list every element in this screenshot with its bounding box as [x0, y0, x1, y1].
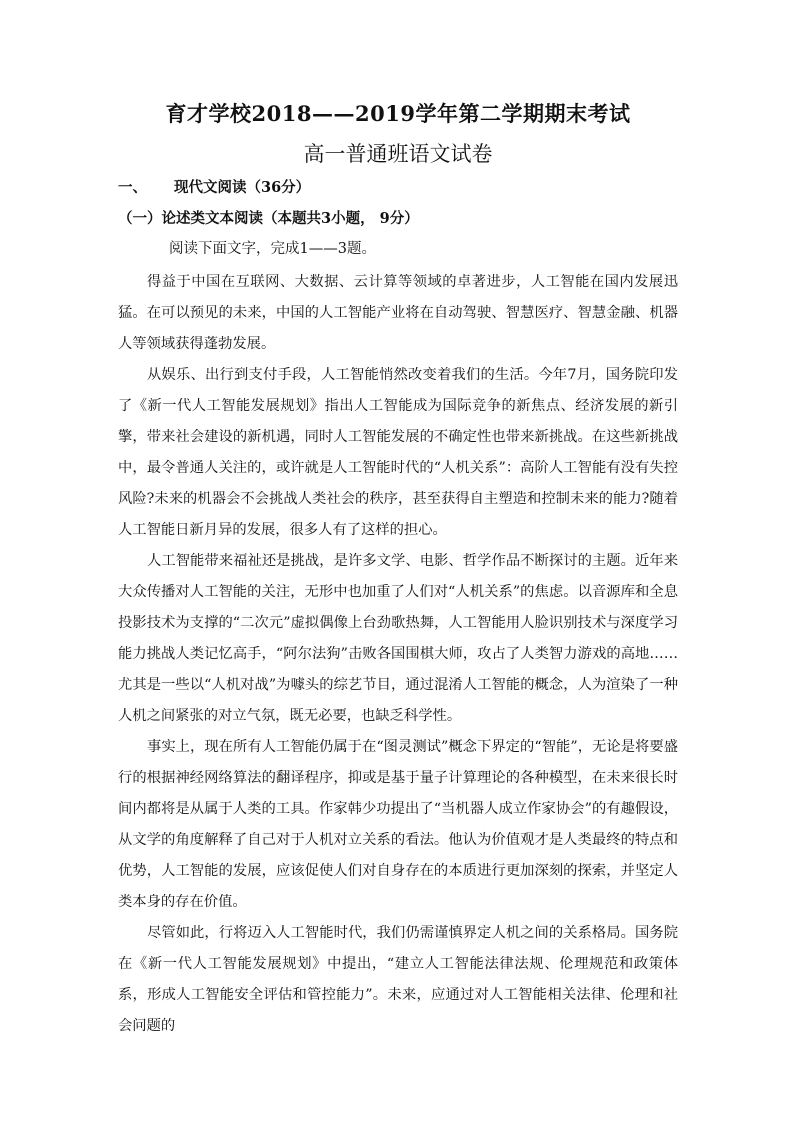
paragraph: 人工智能带来福祉还是挑战，是许多文学、电影、哲学作品不断探讨的主题。近年来大众传播对人工智能的关注，无形中也加重了人们对“人机关系”的焦虑。以音源库和全息投影技术为支撑的“二次元”虚拟偶像上台劲歌热舞，人工智能用人脸识别技术与深度学习能力挑战人类记忆高手，“阿尔法狗”击败各国围棋大师，攻占了人类智力游戏的高地……尤其是一些以“人机对战”为噱头的综艺节目，通过混淆人工智能的概念，人为渲染了一种人机之间紧张的对立气氛，既无必要，也缺乏科学性。	[118, 553, 678, 724]
paragraph: 得益于中国在互联网、大数据、云计算等领域的卓著进步，人工智能在国内发展迅猛。在可以预见的未来，中国的人工智能产业将在自动驾驶、智慧医疗、智慧金融、机器人等领域获得蓬勃发展。	[118, 274, 678, 352]
page-content	[118, 98, 678, 1042]
paragraph: 事实上，现在所有人工智能仍属于在“图灵测试”概念下界定的“智能”，无论是将要盛行的根据神经网络算法的翻译程序，抑或是基于量子计算理论的各种模型，在未来很长时间内都将是从属于人类的工具。作家韩少功提出了“当机器人成立作家协会”的有趣假设，从文学的角度解释了自己对于人机对立关系的看法。他认为价值观才是人类最终的特点和优势，人工智能的发展，应该促使人们对自身存在的本质进行更加深刻的探索，并坚定人类本身的存在价值。	[118, 739, 678, 910]
exam-subtitle: 高一普通班语文试卷	[303, 142, 493, 166]
subsection-heading: （一）论述类文本阅读（本题共3小题， 9分）	[118, 210, 419, 227]
exam-title: 育才学校2018——2019学年第二学期期末考试	[165, 101, 631, 126]
reading-instruction: 阅读下面文字，完成1——3题。	[169, 241, 376, 257]
section-title: 现代文阅读（36分）	[174, 179, 311, 196]
paragraph: 从娱乐、出行到支付手段，人工智能悄然改变着我们的生活。今年7月，国务院印发了《新一代人工智能发展规划》指出人工智能成为国际竞争的新焦点、经济发展的新引擎，带来社会建设的新机遇，同时人工智能发展的不确定性也带来新挑战。在这些新挑战中，最令普通人关注的，或许就是人工智能时代的“人机关系”：高阶人工智能有没有失控风险?未来的机器会不会挑战人类社会的秩序，甚至获得自主塑造和控制未来的能力?随着人工智能日新月异的发展，很多人有了这样的担心。	[118, 367, 678, 538]
section-number: 一、	[118, 179, 147, 196]
paragraph: 尽管如此，行将迈入人工智能时代，我们仍需谨慎界定人机之间的关系格局。国务院在《新一代人工智能发展规划》中提出，“建立人工智能法律法规、伦理规范和政策体系，形成人工智能安全评估和管控能力”。未来，应通过对人工智能相关法律、伦理和社会问题的	[118, 925, 678, 1034]
section-heading	[118, 176, 678, 200]
article-body	[118, 267, 678, 1042]
